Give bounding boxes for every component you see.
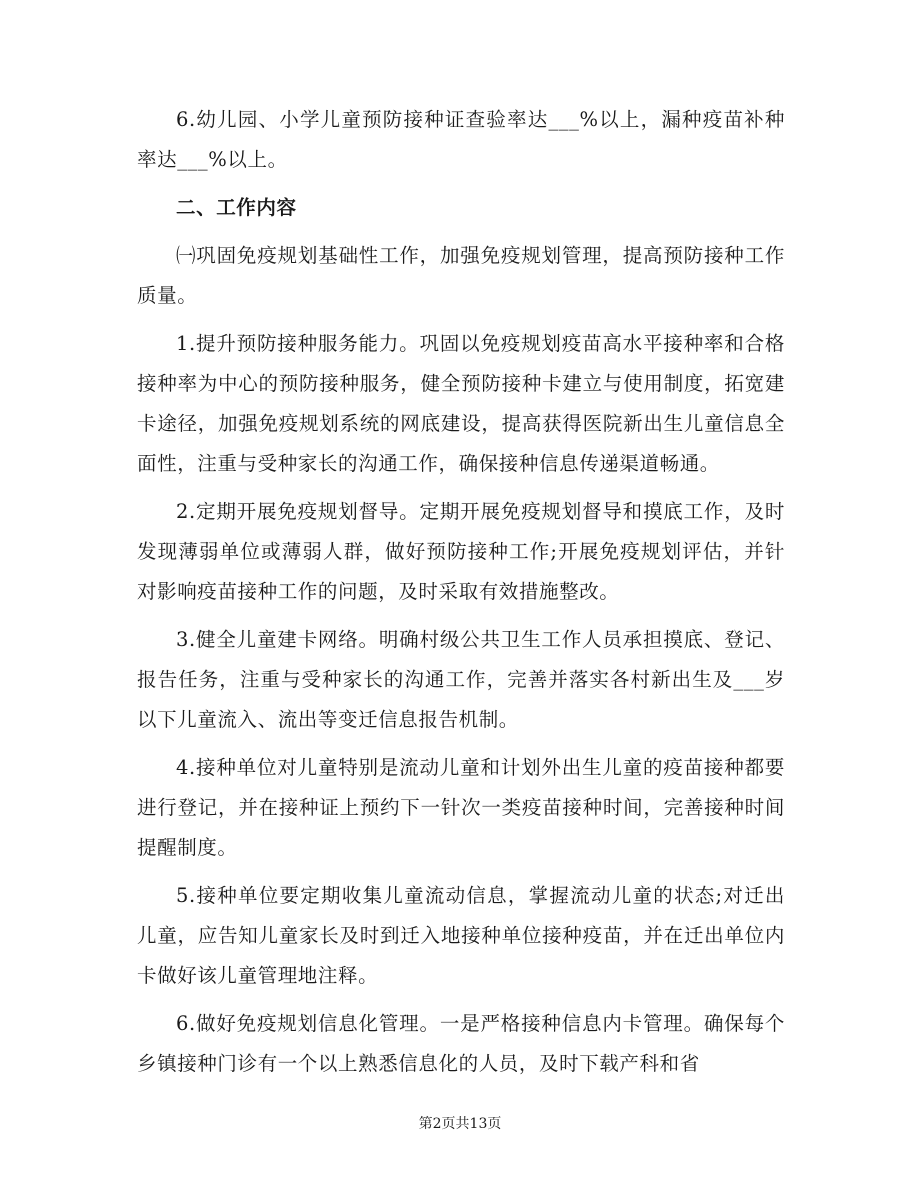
paragraph-mobile-children: 5.接种单位要定期收集儿童流动信息，掌握流动儿童的状态;对迁出儿童，应告知儿童家长及时到迁入地接种单位接种疫苗，并在迁出单位内卡做好该儿童管理地注释。 xyxy=(137,884,785,987)
document-body xyxy=(137,100,785,1092)
paragraph-service-capacity: 1.提升预防接种服务能力。巩固以免疫规划疫苗高水平接种率和合格接种率为中心的预防接种服务，健全预防接种卡建立与使用制度，拓宽建卡途径，加强免疫规划系统的网底建设，提高获得医院新出生儿童信息全面性，注重与受种家长的沟通工作，确保接种信息传递渠道畅通。 xyxy=(137,332,785,475)
paragraph-registration: 4.接种单位对儿童特别是流动儿童和计划外出生儿童的疫苗接种都要进行登记，并在接种证上预约下一针次一类疫苗接种时间，完善接种时间提醒制度。 xyxy=(137,756,785,859)
page-number-footer: 第2页共13页 xyxy=(418,1116,502,1132)
paragraph-consolidate-basics: ㈠巩固免疫规划基础性工作，加强免疫规划管理，提高预防接种工作质量。 xyxy=(137,244,785,307)
paragraph-informatization: 6.做好免疫规划信息化管理。一是严格接种信息内卡管理。确保每个乡镇接种门诊有一个以上熟悉信息化的人员，及时下载产科和省 xyxy=(137,1012,785,1075)
section-heading-work-content: 二、工作内容 xyxy=(176,196,297,219)
paragraph-card-network: 3.健全儿童建卡网络。明确村级公共卫生工作人员承担摸底、登记、报告任务，注重与受种家长的沟通工作，完善并落实各村新出生及___岁以下儿童流入、流出等变迁信息报告机制。 xyxy=(137,628,785,731)
paragraph-supervision: 2.定期开展免疫规划督导。定期开展免疫规划督导和摸底工作，及时发现薄弱单位或薄弱人群，做好预防接种工作;开展免疫规划评估，并针对影响疫苗接种工作的问题，及时采取有效措施整改。 xyxy=(137,500,785,603)
paragraph-checkup-rate: 6.幼儿园、小学儿童预防接种证查验率达___%以上，漏种疫苗补种率达___%以上。 xyxy=(137,108,785,171)
